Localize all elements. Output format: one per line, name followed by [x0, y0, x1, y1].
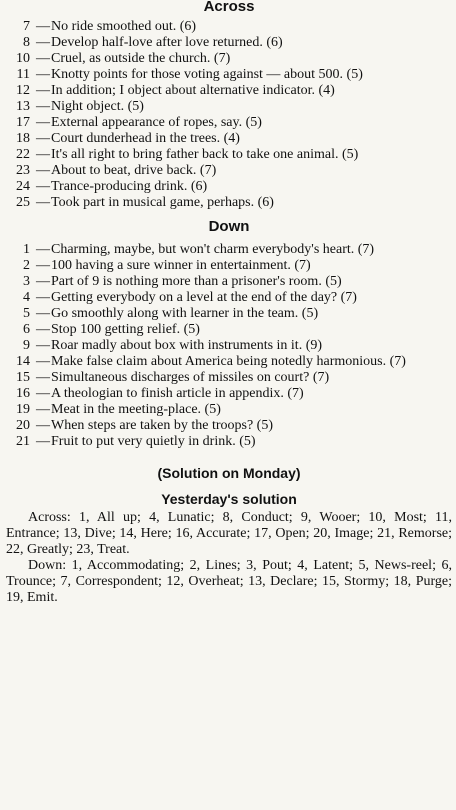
across-heading: Across: [203, 0, 255, 15]
across-clue-7: 7 —No ride smoothed out. (6): [6, 19, 452, 35]
clue-number: 16: [16, 386, 30, 401]
down-clue-16: 16 —A theologian to finish article in appendix. (7): [6, 386, 452, 402]
across-clue-22: 22 —It's all right to bring father back to take one animal. (5): [6, 147, 452, 163]
clue-number: 1: [23, 242, 30, 257]
clue-text: Getting everybody on a level at the end of the day? (7): [51, 290, 357, 305]
clue-number: 23: [16, 163, 30, 178]
clue-number: 19: [16, 402, 30, 417]
down-clue-21: 21 —Fruit to put very quietly in drink. (5): [6, 434, 452, 450]
clue-number: 13: [16, 99, 30, 114]
down-clue-20: 20 —When steps are taken by the troops? (5): [6, 418, 452, 434]
down-clue-list: [6, 242, 452, 450]
down-clue-9: 9 —Roar madly about box with instruments in it. (9): [6, 338, 452, 354]
down-clue-5: 5 —Go smoothly along with learner in the team. (5): [6, 306, 452, 322]
clue-number: 8: [23, 35, 30, 50]
down-clue-6: 6 —Stop 100 getting relief. (5): [6, 322, 452, 338]
clue-number: 17: [16, 115, 30, 130]
down-clue-19: 19 —Meat in the meeting-place. (5): [6, 402, 452, 418]
across-clue-13: 13 —Night object. (5): [6, 99, 452, 115]
yesterday-solution-heading: Yesterday's solution: [161, 491, 297, 507]
clue-text: Stop 100 getting relief. (5): [51, 322, 200, 337]
clue-text: Took part in musical game, perhaps. (6): [51, 195, 274, 210]
down-clue-15: 15 —Simultaneous discharges of missiles on court? (7): [6, 370, 452, 386]
down-heading: Down: [208, 218, 250, 235]
down-clue-3: 3 —Part of 9 is nothing more than a prisoner's room. (5): [6, 274, 452, 290]
clue-number: 5: [23, 306, 30, 321]
clue-text: Develop half-love after love returned. (6): [51, 35, 283, 50]
clue-number: 15: [16, 370, 30, 385]
clue-number: 22: [16, 147, 30, 162]
clue-number: 24: [16, 179, 30, 194]
across-clue-12: 12 —In addition; I object about alternative indicator. (4): [6, 83, 452, 99]
clue-number: 14: [16, 354, 30, 369]
clue-number: 11: [16, 67, 30, 82]
down-clue-14: 14 —Make false claim about America being notedly harmonious. (7): [6, 354, 452, 370]
clue-number: 4: [23, 290, 30, 305]
clue-text: 100 having a sure winner in entertainment. (7): [51, 258, 311, 273]
clue-number: 3: [23, 274, 30, 289]
across-clue-23: 23 —About to beat, drive back. (7): [6, 163, 452, 179]
clue-number: 6: [23, 322, 30, 337]
clue-text: Charming, maybe, but won't charm everybody's heart. (7): [51, 242, 375, 257]
yesterday-across-solution: Across: 1, All up; 4, Lunatic; 8, Conduct; 9, Wooer; 10, Most; 11, Entrance; 13, Dive; 14, Here; 16, Accurate; 17, Open; 20, Image; 21, Remorse; 22, Greatly; 23, Treat.: [6, 510, 452, 557]
clue-text: Make false claim about America being notedly harmonious. (7): [51, 354, 406, 369]
clue-text: Go smoothly along with learner in the team. (5): [51, 306, 319, 321]
clue-text: External appearance of ropes, say. (5): [51, 115, 262, 130]
clue-text: A theologian to finish article in appendix. (7): [51, 386, 304, 401]
across-clue-24: 24 —Trance-producing drink. (6): [6, 179, 452, 195]
clue-text: About to beat, drive back. (7): [51, 163, 217, 178]
across-clue-18: 18 —Court dunderhead in the trees. (4): [6, 131, 452, 147]
clue-text: No ride smoothed out. (6): [51, 19, 197, 34]
yesterday-down-solution: Down: 1, Accommodating; 2, Lines; 3, Pout; 4, Latent; 5, News-reel; 6, Trounce; 7, Correspondent; 12, Overheat; 13, Declare; 15, Stormy; 18, Purge; 19, Emit.: [6, 558, 452, 605]
across-clue-25: 25 —Took part in musical game, perhaps. (6): [6, 195, 452, 211]
clue-text: Fruit to put very quietly in drink. (5): [51, 434, 256, 449]
clue-number: 7: [23, 19, 30, 34]
clue-number: 25: [16, 195, 30, 210]
clue-number: 21: [16, 434, 30, 449]
across-clue-17: 17 —External appearance of ropes, say. (5): [6, 115, 452, 131]
across-clue-8: 8 —Develop half-love after love returned. (6): [6, 35, 452, 51]
clue-text: Knotty points for those voting against — about 500. (5): [51, 67, 363, 82]
clue-number: 2: [23, 258, 30, 273]
across-clue-11: 11 —Knotty points for those voting against — about 500. (5): [6, 67, 452, 83]
clue-text: Cruel, as outside the church. (7): [51, 51, 231, 66]
clue-text: Night object. (5): [51, 99, 144, 114]
solution-notice: (Solution on Monday): [157, 465, 301, 481]
clue-text: When steps are taken by the troops? (5): [51, 418, 273, 433]
clue-number: 12: [16, 83, 30, 98]
clue-text: It's all right to bring father back to take one animal. (5): [51, 147, 359, 162]
clue-text: Meat in the meeting-place. (5): [51, 402, 221, 417]
clue-number: 20: [16, 418, 30, 433]
clue-number: 9: [23, 338, 30, 353]
clue-text: Court dunderhead in the trees. (4): [51, 131, 240, 146]
down-clue-4: 4 —Getting everybody on a level at the end of the day? (7): [6, 290, 452, 306]
down-clue-2: 2 —100 having a sure winner in entertainment. (7): [6, 258, 452, 274]
across-clue-10: 10 —Cruel, as outside the church. (7): [6, 51, 452, 67]
clue-text: Simultaneous discharges of missiles on court? (7): [51, 370, 330, 385]
clue-number: 10: [16, 51, 30, 66]
clue-text: In addition; I object about alternative indicator. (4): [51, 83, 335, 98]
across-clue-list: [6, 19, 452, 211]
clue-text: Roar madly about box with instruments in it. (9): [51, 338, 323, 353]
down-clue-1: 1 —Charming, maybe, but won't charm everybody's heart. (7): [6, 242, 452, 258]
clue-number: 18: [16, 131, 30, 146]
clue-text: Trance-producing drink. (6): [51, 179, 208, 194]
clue-text: Part of 9 is nothing more than a prisoner's room. (5): [51, 274, 342, 289]
